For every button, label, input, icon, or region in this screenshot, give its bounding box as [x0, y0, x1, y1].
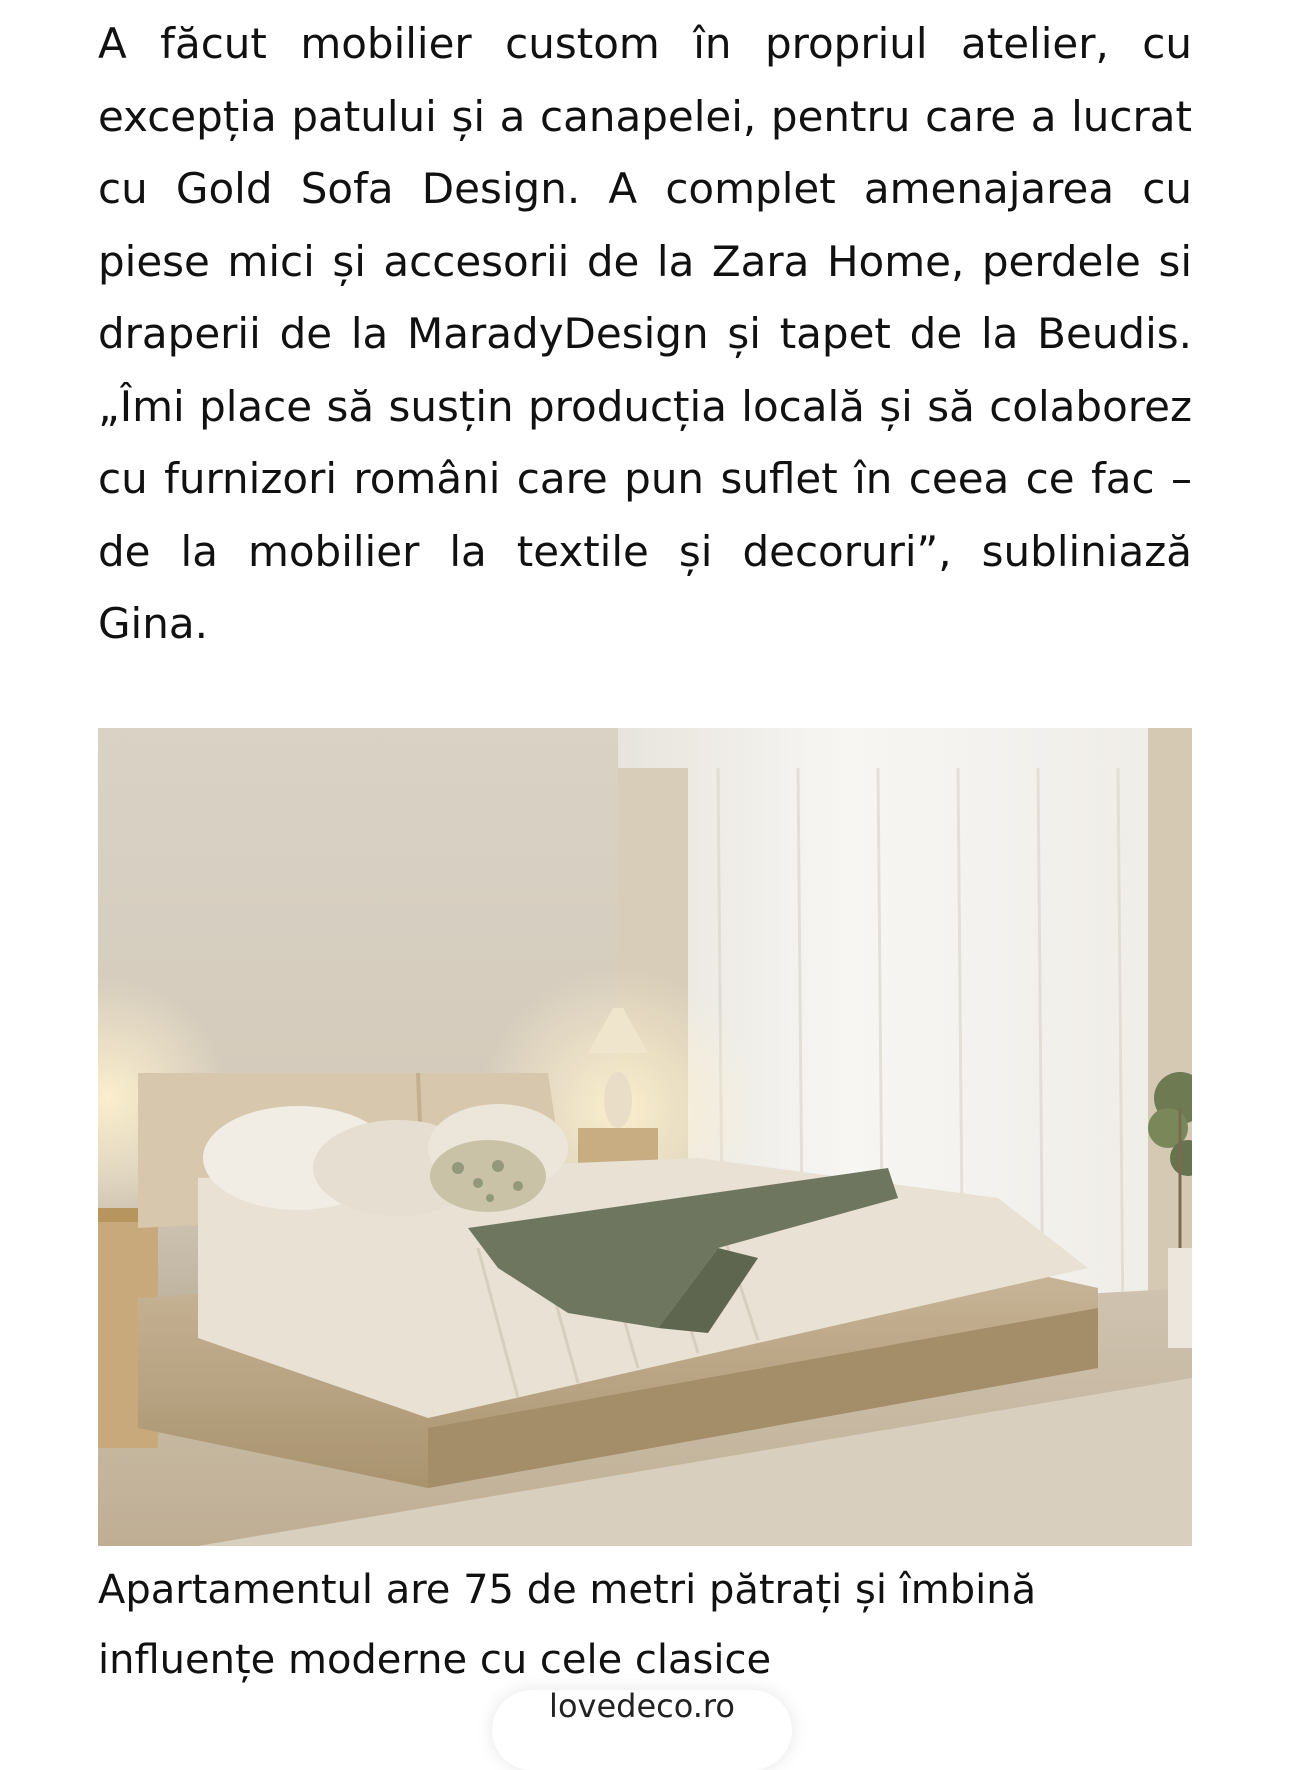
photo-caption: Apartamentul are 75 de metri pătrați și îmbină influențe moderne cu cele clasice — [98, 1567, 1037, 1683]
bedroom-illustration — [98, 728, 1192, 1546]
bedroom-photo — [98, 728, 1192, 1546]
source-pill[interactable] — [492, 1690, 792, 1770]
source-label: lovedeco.ro — [549, 1690, 735, 1725]
article-paragraph: A făcut mobilier custom în propriul atelier, cu excepția patului și a canapelei, pentru care a lucrat cu Gold Sofa Design. A complet amenajarea cu piese mici și accesorii de la Zara Home, perdele si draperii de la MaradyDesign și tapet de la Beudis. „Îmi place să susțin producția locală și să colaborez cu furnizori români care pun suflet în ceea ce fac – de la mobilier la textile și decoruri”, subliniază Gina. — [98, 19, 1192, 648]
